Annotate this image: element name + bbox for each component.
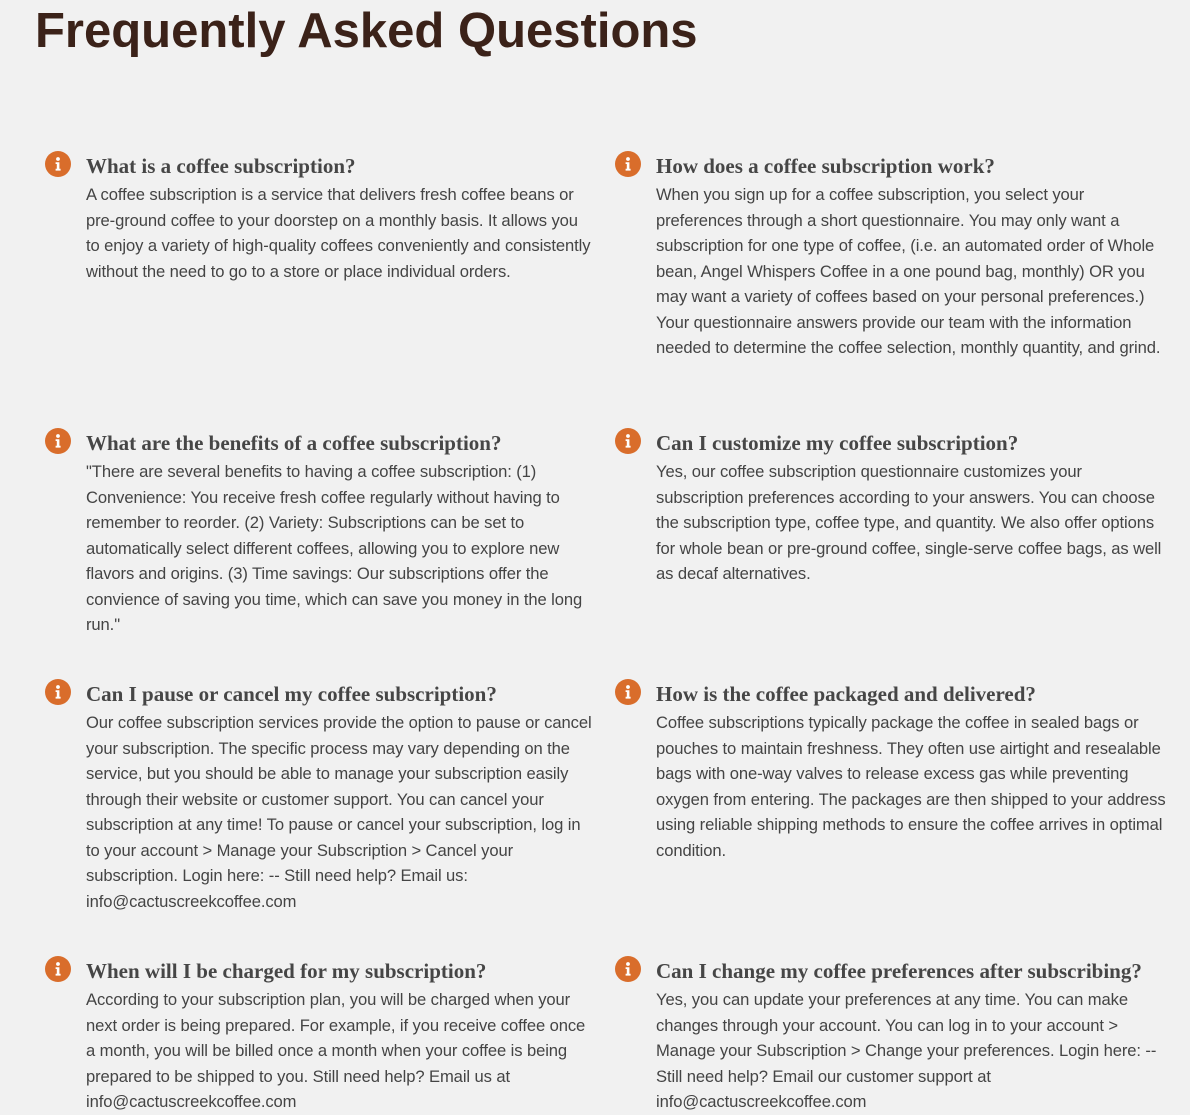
faq-answer: When you sign up for a coffee subscription, you select your preferences through a short questionnaire. You may only want a subscription for one type of coffee, (i.e. an automated order of Whole bean, Angel Whispers Coffee in a one pound bag, monthly) OR you may want a variety of coffees based on your personal preferences.) Your questionnaire answers provide our team with the information needed to determine the coffee selection, monthly quantity, and grind. [656, 185, 1161, 357]
faq-question[interactable]: How does a coffee subscription work? [656, 154, 995, 178]
faq-answer: Coffee subscriptions typically package the coffee in sealed bags or pouches to maintain freshness. They often use airtight and resealable bags with one-way valves to release excess gas while preventing oxygen from entering. The packages are then shipped to your address using reliable shipping methods to ensure the coffee arrives in optimal condition. [656, 713, 1166, 860]
faq-question[interactable]: What are the benefits of a coffee subscription? [86, 431, 502, 455]
info-icon [615, 956, 641, 982]
faq-item [86, 431, 596, 638]
faq-answer: According to your subscription plan, you will be charged when your next order is being prepared. For example, if you receive coffee once a month, you will be billed once a month when your coffee is being prepared to be shipped to you. Still need help? Email us at info@cactuscreekcoffee.com [86, 990, 586, 1111]
faq-item [656, 431, 1166, 587]
faq-item [656, 154, 1166, 361]
faq-question[interactable]: What is a coffee subscription? [86, 154, 356, 178]
faq-answer: Yes, you can update your preferences at any time. You can make changes through your account. You can log in to your account > Manage your Subscription > Change your preferences. Login here: -- Still need help? Email our customer support at info@cactuscreekcoffee.com [656, 990, 1157, 1111]
faq-question[interactable]: When will I be charged for my subscription? [86, 959, 487, 983]
faq-question[interactable]: How is the coffee packaged and delivered? [656, 682, 1036, 706]
faq-question[interactable]: Can I customize my coffee subscription? [656, 431, 1019, 455]
faq-answer: "There are several benefits to having a coffee subscription: (1) Convenience: You receive fresh coffee regularly without having to remember to reorder. (2) Variety: Subscriptions can be set to automatically select different coffees, allowing you to explore new flavors and origins. (3) Time savings: Our subscriptions offer the convience of saving you time, which can save you money in the long run." [86, 462, 583, 634]
faq-item [656, 959, 1166, 1115]
info-icon [45, 679, 71, 705]
faq-item [86, 682, 596, 914]
info-icon [45, 151, 71, 177]
faq-answer: Yes, our coffee subscription questionnaire customizes your subscription preferences according to your answers. You can choose the subscription type, coffee type, and quantity. We also offer options for whole bean or pre-ground coffee, single-serve coffee bags, as well as decaf alternatives. [656, 462, 1162, 583]
info-icon [45, 956, 71, 982]
faq-question[interactable]: Can I change my coffee preferences after subscribing? [656, 959, 1142, 983]
page-title: Frequently Asked Questions [35, 4, 698, 58]
faq-item [86, 959, 596, 1115]
info-icon [45, 428, 71, 454]
faq-item [656, 682, 1166, 863]
info-icon [615, 428, 641, 454]
info-icon [615, 151, 641, 177]
faq-answer: Our coffee subscription services provide the option to pause or cancel your subscription. The specific process may vary depending on the service, but you should be able to manage your subscription easily through their website or customer support. You can cancel your subscription at any time! To pause or cancel your subscription, log in to your account > Manage your Subscription > Cancel your subscription. Login here: -- Still need help? Email us: info@cactuscreekcoffee.com [86, 713, 592, 911]
faq-answer: A coffee subscription is a service that delivers fresh coffee beans or pre-ground coffee to your doorstep on a monthly basis. It allows you to enjoy a variety of high-quality coffees conveniently and consistently without the need to go to a store or place individual orders. [86, 185, 591, 281]
faq-item [86, 154, 596, 284]
faq-question[interactable]: Can I pause or cancel my coffee subscription? [86, 682, 497, 706]
info-icon [615, 679, 641, 705]
